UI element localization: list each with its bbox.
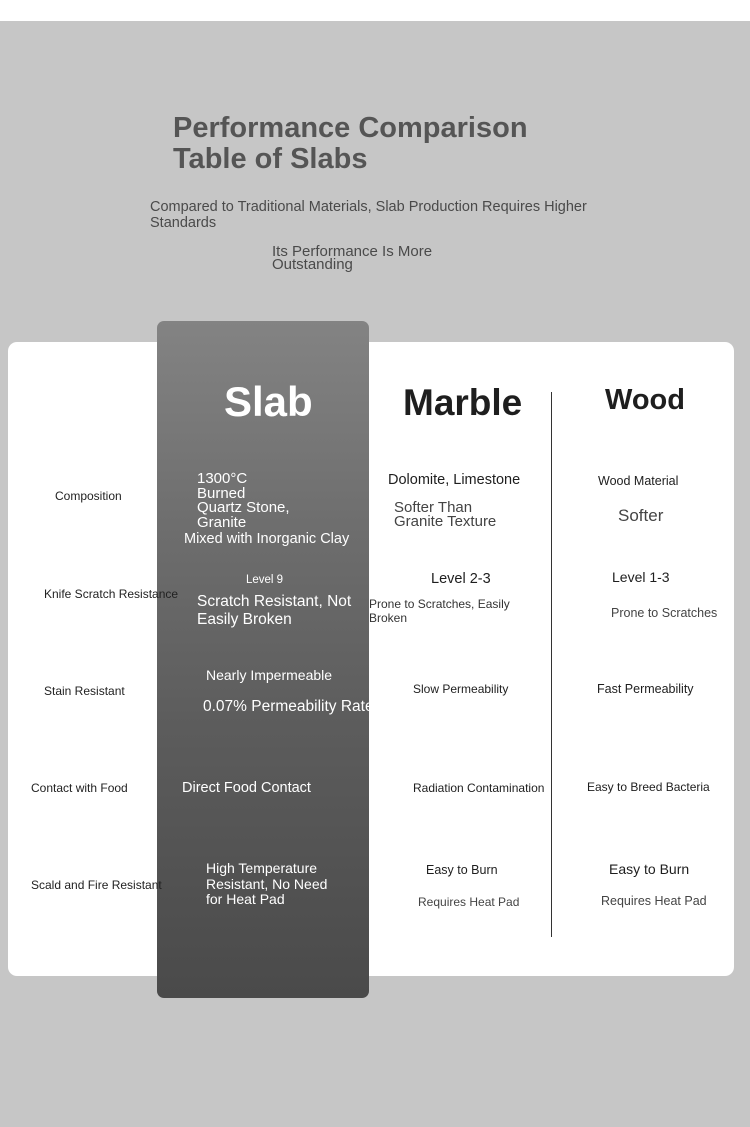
subtitle-secondary-line-2: Outstanding bbox=[272, 256, 353, 273]
marble-knife-detail-line-1: Prone to Scratches, Easily bbox=[369, 597, 510, 611]
row-label-knife-scratch: Knife Scratch Resistance bbox=[44, 587, 179, 601]
page-subtitle: Compared to Traditional Materials, Slab Production Requires Higher Standards bbox=[150, 199, 587, 231]
marble-composition-main: Dolomite, Limestone bbox=[388, 472, 521, 488]
page-title bbox=[173, 113, 563, 175]
slab-stain-main: Nearly Impermeable bbox=[206, 667, 333, 683]
title-line-2: Table of Slabs bbox=[173, 143, 368, 175]
wood-stain-main: Fast Permeability bbox=[597, 682, 694, 696]
slab-scald-line-1: High Temperature bbox=[206, 860, 318, 876]
slab-scald-line-2: Resistant, No Need bbox=[206, 875, 328, 892]
wood-composition-detail: Softer bbox=[618, 506, 664, 525]
slab-knife-main: Level 9 bbox=[246, 574, 284, 586]
column-header-slab: Slab bbox=[224, 378, 313, 425]
slab-stain-detail: 0.07% Permeability Rate bbox=[203, 698, 374, 715]
marble-composition-detail-line-1: Softer Than bbox=[394, 499, 473, 516]
marble-composition-detail bbox=[394, 501, 496, 528]
marble-scald-detail: Requires Heat Pad bbox=[418, 895, 520, 909]
slab-knife-detail-line-2: Easily Broken bbox=[197, 611, 292, 628]
slab-composition-line-3: Quartz Stone, bbox=[197, 499, 290, 516]
slab-composition-line-1: 1300°C bbox=[197, 470, 248, 487]
wood-scald-main: Easy to Burn bbox=[609, 861, 690, 877]
marble-knife-detail-line-2: Broken bbox=[369, 611, 408, 625]
marble-stain-main: Slow Permeability bbox=[413, 682, 509, 696]
marble-knife-main: Level 2-3 bbox=[431, 571, 491, 587]
marble-scald-main: Easy to Burn bbox=[426, 863, 498, 877]
slab-composition-text bbox=[197, 472, 290, 530]
slab-food-main: Direct Food Contact bbox=[182, 780, 311, 796]
title-line-1: Performance Comparison bbox=[173, 112, 528, 144]
slab-composition-detail: Mixed with Inorganic Clay bbox=[184, 531, 350, 547]
wood-knife-main: Level 1-3 bbox=[612, 569, 670, 585]
subtitle-secondary-line-1: Its Performance Is More bbox=[272, 243, 433, 260]
slab-knife-detail-line-1: Scratch Resistant, Not bbox=[197, 593, 352, 610]
column-header-wood: Wood bbox=[605, 384, 685, 416]
marble-composition-detail-line-2: Granite Texture bbox=[394, 512, 497, 530]
column-divider bbox=[551, 392, 552, 937]
row-label-composition: Composition bbox=[55, 489, 122, 503]
wood-food-main: Easy to Breed Bacteria bbox=[587, 780, 710, 794]
wood-composition-main: Wood Material bbox=[598, 474, 679, 488]
slab-scald-text bbox=[206, 861, 327, 908]
row-label-food-contact: Contact with Food bbox=[31, 781, 128, 795]
column-header-marble: Marble bbox=[403, 382, 523, 423]
slab-knife-detail bbox=[197, 593, 351, 629]
marble-food-main: Radiation Contamination bbox=[413, 781, 545, 795]
wood-knife-detail: Prone to Scratches bbox=[611, 606, 718, 620]
row-label-stain: Stain Resistant bbox=[44, 684, 125, 698]
slab-scald-line-3: for Heat Pad bbox=[206, 891, 285, 907]
row-label-scald-fire: Scald and Fire Resistant bbox=[31, 878, 162, 892]
marble-knife-detail bbox=[369, 597, 510, 625]
slab-composition-line-4: Granite bbox=[197, 513, 247, 531]
page-subtitle-secondary bbox=[272, 245, 472, 271]
wood-scald-detail: Requires Heat Pad bbox=[601, 894, 707, 908]
slab-composition-line-2: Burned bbox=[197, 484, 246, 502]
